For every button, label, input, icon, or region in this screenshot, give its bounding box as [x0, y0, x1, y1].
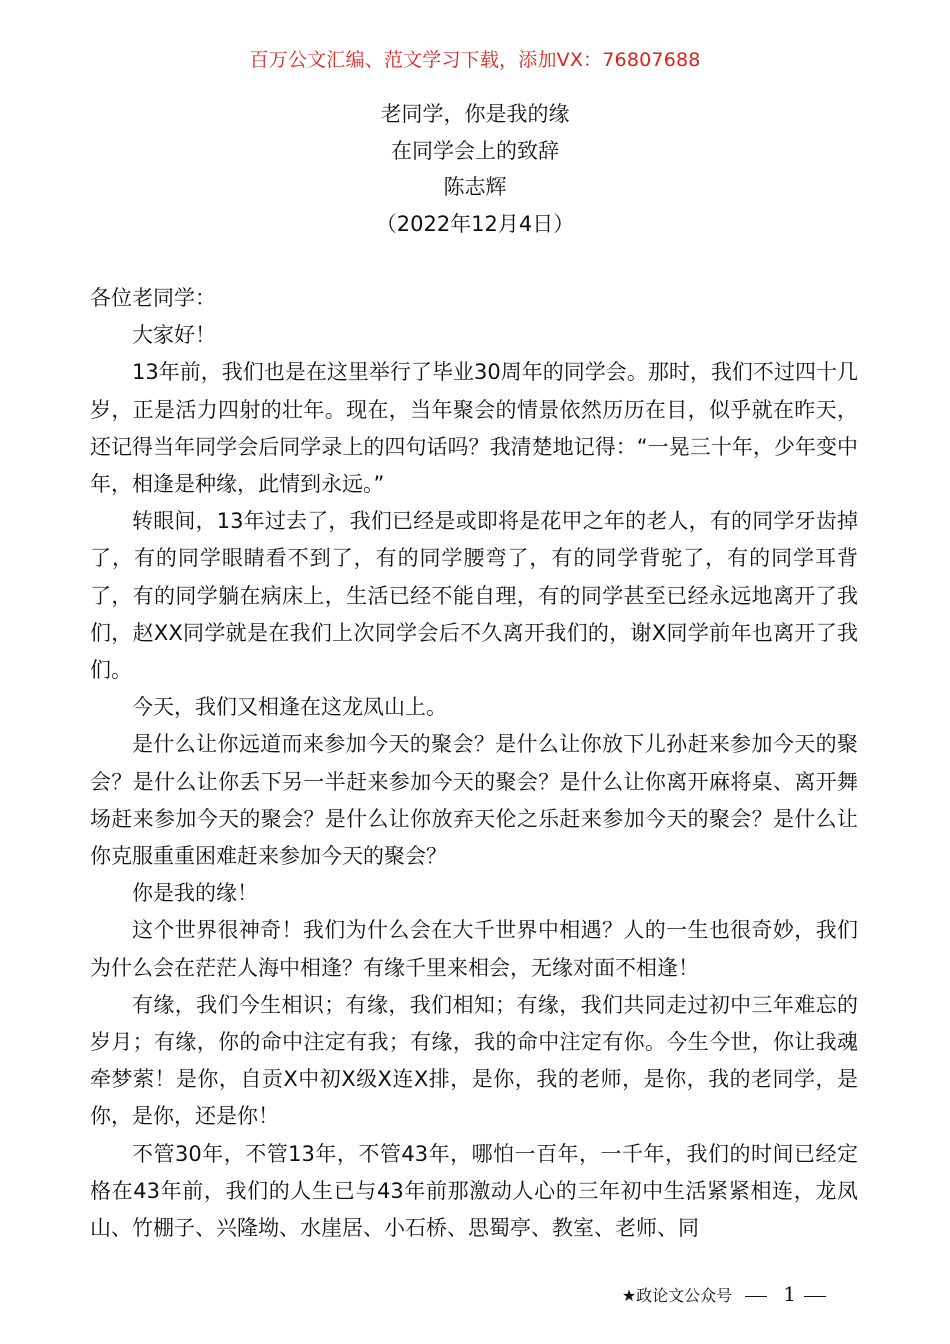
footer-label: ★政论文公众号 — [621, 1286, 733, 1305]
paragraph: 是什么让你远道而来参加今天的聚会？是什么让你放下儿孙赶来参加今天的聚会？是什么让你丢下另一半赶来参加今天的聚会？是什么让你离开麻将桌、离开舞场赶来参加今天的聚会？是什么让你放弃天伦之乐赶来参加今天的聚会？是什么让你克服重重困难赶来参加今天的聚会？ — [90, 732, 858, 869]
title-block — [0, 96, 950, 242]
paragraph: 大家好！ — [132, 323, 216, 348]
author-name: 陈志辉 — [443, 175, 507, 199]
document-date: （2022年12月4日） — [375, 211, 575, 236]
page-number: 1 — [783, 1282, 796, 1306]
footer-dash-right — [804, 1296, 826, 1297]
paragraph: 有缘，我们今生相识；有缘，我们相知；有缘，我们共同走过初中三年难忘的岁月；有缘，你的命中注定有我；有缘，我的命中注定有你。今生今世，你让我魂牵梦萦！是你，自贡X中初X级X连X排，是你，我的老师，是你，我的老同学，是你，是你，还是你！ — [90, 992, 858, 1129]
paragraph: 你是我的缘！ — [132, 881, 258, 906]
document-title: 老同学，你是我的缘 — [380, 102, 570, 126]
paragraph: 不管30年，不管13年，不管43年，哪怕一百年，一千年，我们的时间已经定格在43年前，我们的人生已与43年前那激动人心的三年初中生活紧紧相连，龙凤山、竹棚子、兴隆坳、水崖居、小石桥、思蜀亭、教室、老师、同 — [90, 1141, 858, 1241]
page-footer — [622, 1282, 834, 1306]
footer-dash-left — [745, 1296, 767, 1297]
document-body — [90, 280, 858, 1247]
paragraph: 13年前，我们也是在这里举行了毕业30周年的同学会。那时，我们不过四十几岁，正是活力四射的壮年。现在，当年聚会的情景依然历历在目，似乎就在昨天，还记得当年同学会后同学录上的四句话吗？我清楚地记得：“一晃三十年，少年变中年，相逢是种缘，此情到永远。” — [90, 360, 858, 497]
paragraph: 这个世界很神奇！我们为什么会在大千世界中相遇？人的一生也很奇妙，我们为什么会在茫茫人海中相逢？有缘千里来相会，无缘对面不相逢！ — [90, 918, 858, 980]
document-subtitle: 在同学会上的致辞 — [391, 138, 559, 163]
paragraph: 转眼间，13年过去了，我们已经是或即将是花甲之年的老人，有的同学牙齿掉了，有的同学眼睛看不到了，有的同学腰弯了，有的同学背驼了，有的同学耳背了，有的同学躺在病床上，生活已经不能自理，有的同学甚至已经永远地离开了我们，赵XX同学就是在我们上次同学会后不久离开我们的，谢X同学前年也离开了我们。 — [90, 509, 858, 683]
header-banner: 百万公文汇编、范文学习下载，添加VX：76807688 — [249, 49, 701, 71]
salutation: 各位老同学： — [90, 286, 216, 310]
paragraph: 今天，我们又相逢在这龙凤山上。 — [132, 695, 447, 720]
